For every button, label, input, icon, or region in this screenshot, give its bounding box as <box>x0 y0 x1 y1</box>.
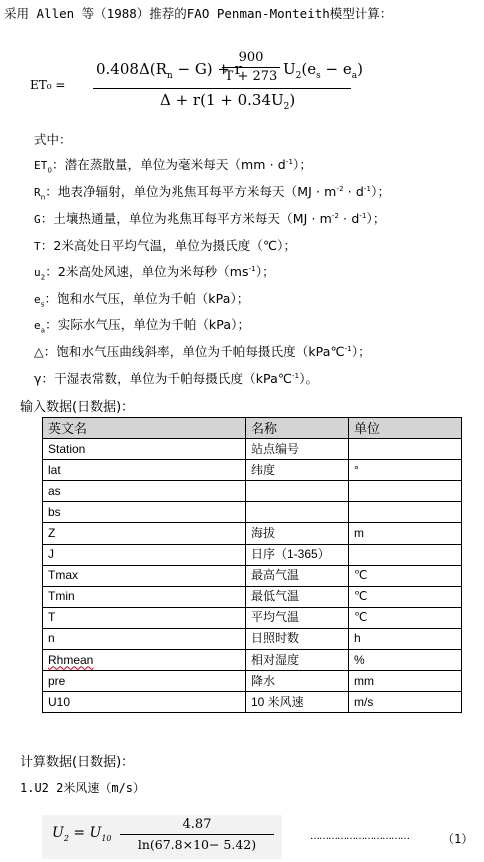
formula-frac-line <box>222 67 280 68</box>
table-row <box>43 692 462 713</box>
cell-name: 站点编号 <box>246 439 349 460</box>
formula-wind-vapor: $U_2(e_s - e_a)$ <box>283 60 363 81</box>
cell-unit: ℃ <box>349 565 462 586</box>
u2-formula-line <box>120 834 274 835</box>
cell-name: 相对湿度 <box>246 650 349 671</box>
cell-english: n <box>43 628 246 649</box>
header-english-name: 英文名 <box>43 418 246 439</box>
table-row <box>43 460 462 481</box>
cell-name: 海拔 <box>246 523 349 544</box>
cell-english: Station <box>43 439 246 460</box>
definition-delta: △：饱和水气压曲线斜率，单位为千帕每摄氏度（kPa℃$^{-1}$）； <box>34 344 371 359</box>
cell-unit: h <box>349 628 462 649</box>
cell-english: U10 <box>43 692 246 713</box>
u2-formula-numerator: 4.87 <box>182 817 212 832</box>
cell-unit <box>349 544 462 565</box>
cell-unit: ℃ <box>349 586 462 607</box>
table-row <box>43 671 462 692</box>
definition-et0: $ET_0$：潜在蒸散量，单位为毫米每天$(mm \cdot d^{-1})$； <box>34 157 312 175</box>
cell-english: bs <box>43 502 246 523</box>
formula-frac-bottom: T + 273 <box>224 69 278 84</box>
table-row <box>43 544 462 565</box>
cell-unit <box>349 502 462 523</box>
definition-rn: $R_n$：地表净辐射，单位为兆焦耳每平方米每天$(MJ \cdot m^{-2} \cdot d^{-1})$； <box>34 184 391 202</box>
definition-es: $e_s$：饱和水气压，单位为千帕（kPa）； <box>34 291 250 309</box>
table-row <box>43 586 462 607</box>
table-row <box>43 628 462 649</box>
cell-name: 降水 <box>246 671 349 692</box>
cell-name: 日照时数 <box>246 628 349 649</box>
table-row <box>43 439 462 460</box>
formula-denominator: $\Delta + r(1 + 0.34U_2)$ <box>160 91 296 112</box>
calc-data-title: 计算数据(日数据)： <box>20 755 135 770</box>
cell-unit: % <box>349 650 462 671</box>
cell-unit: m <box>349 523 462 544</box>
cell-english: lat <box>43 460 246 481</box>
equation-number: （1） <box>442 832 474 846</box>
header-unit: 单位 <box>349 418 462 439</box>
cell-name: 10 米风速 <box>246 692 349 713</box>
where-label: 式中： <box>34 132 72 147</box>
table-row <box>43 650 462 671</box>
u2-formula-denominator: ln(67.8×10− 5.42) <box>137 837 257 852</box>
step1-title: 1.U2 2米风速（m/s） <box>20 781 146 795</box>
cell-english: Z <box>43 523 246 544</box>
cell-unit: m/s <box>349 692 462 713</box>
intro-text: 采用 Allen 等（1988）推荐的FAO Penman-Monteith模型计算： <box>4 6 393 21</box>
formula-lhs: ET₀ = <box>30 78 66 92</box>
cell-name: 日序（1-365） <box>246 544 349 565</box>
cell-english: T <box>43 607 246 628</box>
formula-numerator: $0.408\Delta(R_n - G) + r$ <box>96 60 242 81</box>
cell-name: 最低气温 <box>246 586 349 607</box>
definition-gamma: γ：干湿表常数，单位为千帕每摄氏度（kPa℃$^{-1}$）。 <box>34 371 319 386</box>
cell-unit <box>349 481 462 502</box>
definition-g: G：土壤热通量，单位为兆焦耳每平方米每天$(MJ \cdot m^{-2} \cdot d^{-1})$； <box>34 211 386 226</box>
spellcheck-word: Rhmean <box>48 652 94 667</box>
u2-formula-lhs: $U_2 = U_{10}$ <box>52 825 112 843</box>
cell-unit: mm <box>349 671 462 692</box>
cell-unit: ℃ <box>349 607 462 628</box>
table-row <box>43 523 462 544</box>
cell-english: Tmax <box>43 565 246 586</box>
cell-english: pre <box>43 671 246 692</box>
cell-unit: ° <box>349 460 462 481</box>
cell-english: Tmin <box>43 586 246 607</box>
cell-english: J <box>43 544 246 565</box>
table-row <box>43 502 462 523</box>
definition-t: T：2米高处日平均气温，单位为摄氏度（℃）； <box>34 238 297 253</box>
definition-ea: $e_a$：实际水气压，单位为千帕（kPa）； <box>34 317 251 335</box>
formula-frac-top: 900 <box>238 50 264 65</box>
cell-name: 纬度 <box>246 460 349 481</box>
formula-main-line <box>93 88 351 89</box>
cell-unit <box>349 439 462 460</box>
cell-name: 平均气温 <box>246 607 349 628</box>
cell-name <box>246 481 349 502</box>
table-row <box>43 481 462 502</box>
cell-name <box>246 502 349 523</box>
cell-name: 最高气温 <box>246 565 349 586</box>
input-data-table <box>42 417 462 713</box>
dot-leader: …………………………… <box>310 831 409 842</box>
input-data-title: 输入数据(日数据)： <box>20 400 135 415</box>
cell-english <box>43 650 246 671</box>
cell-english: as <box>43 481 246 502</box>
table-row <box>43 607 462 628</box>
table-header-row <box>43 418 462 439</box>
table-row <box>43 565 462 586</box>
header-name: 名称 <box>246 418 349 439</box>
definition-u2: $u_2$：2米高处风速，单位为米每秒$(ms^{-1})$； <box>34 264 275 282</box>
